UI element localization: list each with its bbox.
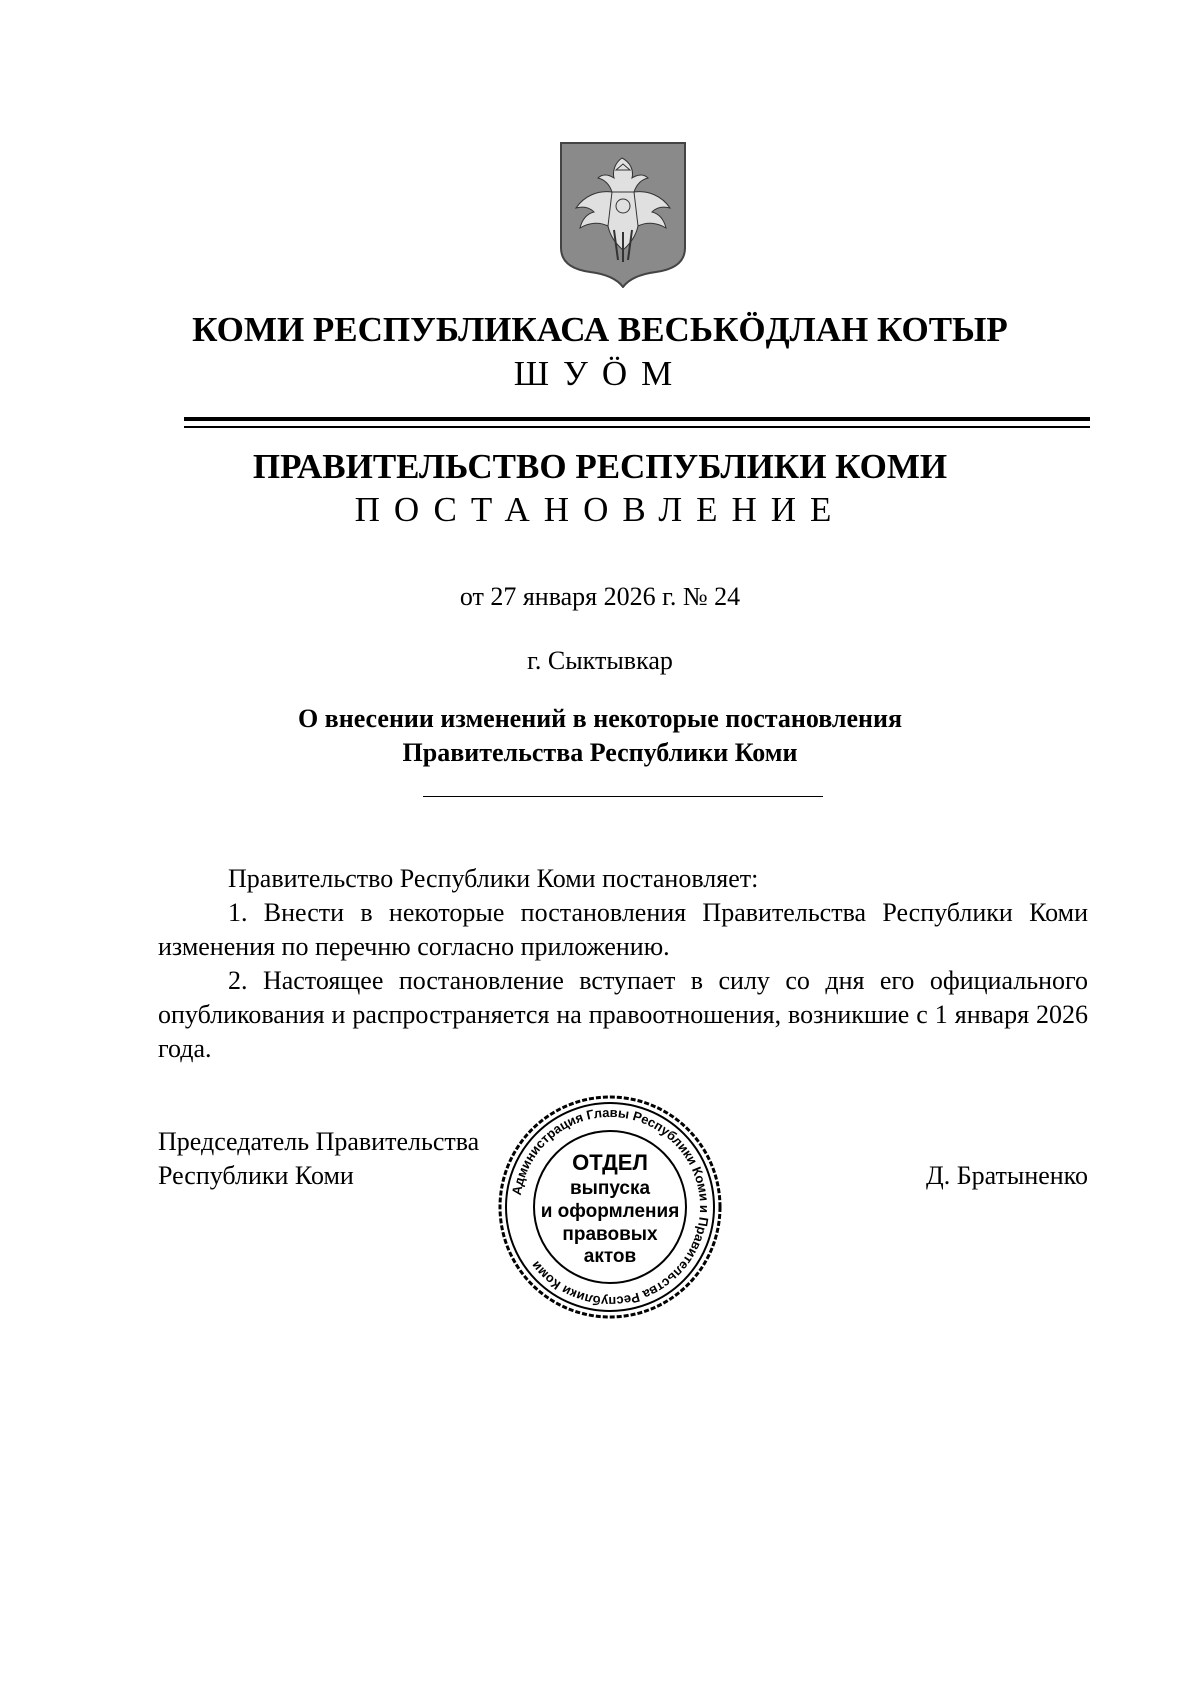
document-date-number: от 27 января 2026 г. № 24 — [459, 582, 741, 611]
body-item-1: 1. Внести в некоторые постановления Правительства Республики Коми изменения по перечню согласно приложению. — [158, 898, 1088, 961]
signatory-name: Д. Братыненко — [925, 1161, 1088, 1190]
subject-line-2: Правительства Республики Коми — [402, 738, 798, 767]
header-divider-thick — [184, 417, 1090, 421]
document-subject — [0, 702, 1200, 770]
header-divider-thin — [184, 426, 1090, 428]
ru-org-title: ПРАВИТЕЛЬСТВО РЕСПУБЛИКИ КОМИ — [252, 447, 948, 486]
document-body — [158, 862, 1088, 1066]
body-intro: Правительство Республики Коми постановляет: — [228, 864, 759, 893]
signatory-position-line-2: Республики Коми — [158, 1161, 354, 1190]
signatory-position — [158, 1125, 479, 1193]
stamp-center-line-1: ОТДЕЛ — [572, 1150, 648, 1175]
stamp-center-line-2: выпуска — [569, 1178, 651, 1199]
komi-doc-type: ШУӦМ — [513, 354, 687, 393]
stamp-center-line-3: и оформления — [540, 1201, 680, 1222]
document-city: г. Сыктывкар — [527, 646, 673, 675]
stamp-center-line-5: актов — [583, 1246, 637, 1267]
subject-underline — [423, 796, 823, 797]
komi-coat-of-arms-icon — [558, 140, 688, 288]
ru-doc-type: ПОСТАНОВЛЕНИЕ — [354, 490, 846, 529]
komi-org-title: КОМИ РЕСПУБЛИКАСА ВЕСЬКӦДЛАН КОТЫР — [192, 310, 1008, 349]
subject-line-1: О внесении изменений в некоторые постановления — [297, 704, 903, 733]
body-item-2: 2. Настоящее постановление вступает в силу со дня его официального опубликования и распространяется на правоотношения, возникшие с 1 января 2026 года. — [158, 966, 1088, 1063]
official-stamp — [497, 1094, 723, 1320]
signatory-position-line-1: Председатель Правительства — [158, 1127, 480, 1156]
stamp-center-line-4: правовых — [562, 1224, 658, 1245]
stamp-ring-text: Администрация Главы Республики Коми и Правительства Республики Коми — [508, 1104, 713, 1310]
